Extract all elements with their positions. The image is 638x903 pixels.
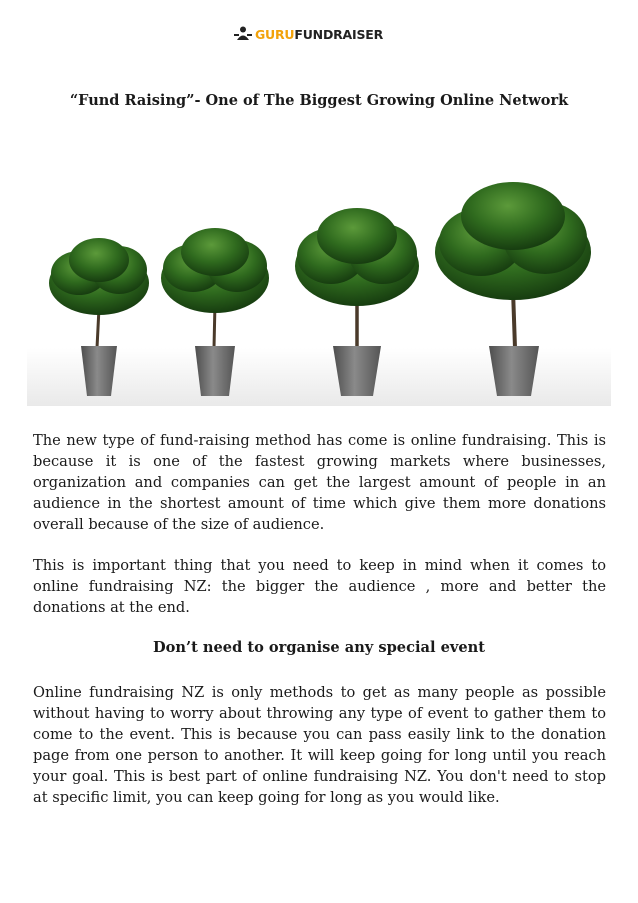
page-title: “Fund Raising”- One of The Biggest Growing Online Network <box>69 92 569 109</box>
guru-figure-icon <box>234 26 252 42</box>
paragraph-audience: This is important thing that you need to keep in mind when it comes to online fundraising NZ: the bigger the audience , more and better the donations at the end. <box>33 557 606 616</box>
paragraph-no-event: Online fundraising NZ is only methods to get as many people as possible without having to worry about throwing any type of event to gather them to come to the event. This is because you can pass easily link to the donation page from one person to another. It will keep going for long until you reach your goal. This is best part of online fundraising NZ. You don't need to stop at specific limit, you can keep going for long as you would like. <box>33 684 606 806</box>
four-potted-trees-image <box>27 178 611 406</box>
paragraph-intro: The new type of fund-raising method has come is online fundraising. This is because it is one of the fastest growing markets where businesses, organization and companies can get the largest amount of people in an audience in the shortest amount of time which give them more donations overall because of the size of audience. <box>33 432 606 533</box>
logo-text-guru: GURU <box>255 26 295 42</box>
section-heading: Don’t need to organise any special event <box>153 639 485 656</box>
logo-text-fundraiser: FUNDRAISER <box>294 26 384 42</box>
brand-logo <box>234 26 383 42</box>
